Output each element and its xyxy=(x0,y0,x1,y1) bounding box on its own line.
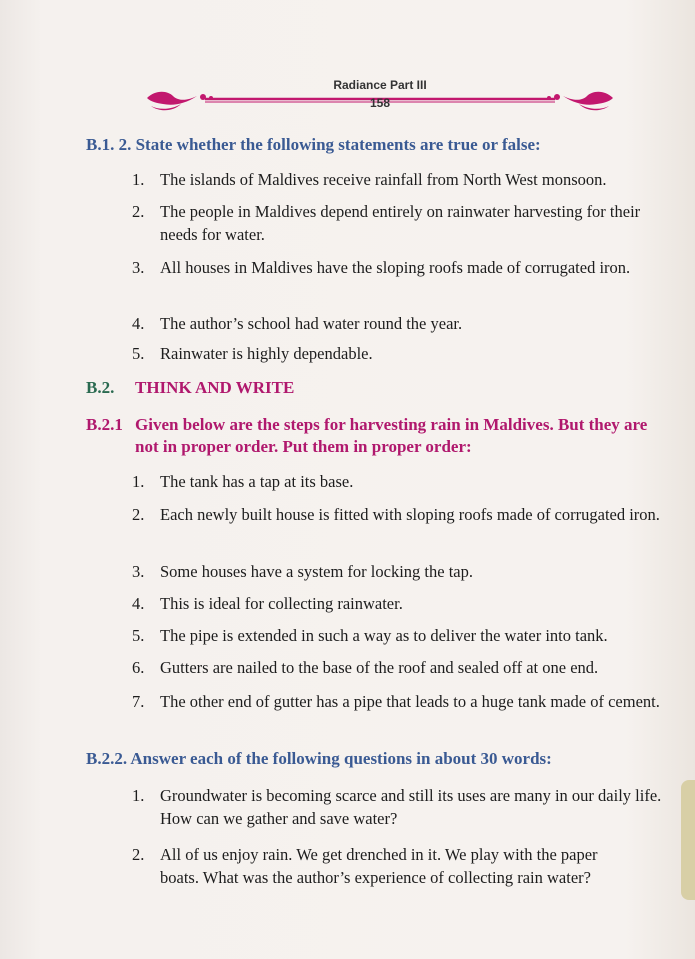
list-item: 3. Some houses have a system for locking the tap. xyxy=(132,562,473,581)
list-item: 5. The pipe is extended in such a way as to deliver the water into tank. xyxy=(132,626,608,645)
list-item: 1. The tank has a tap at its base. xyxy=(132,472,354,491)
page-header xyxy=(145,78,615,118)
section-code-b21: B.2.1 xyxy=(86,415,123,434)
list-item: 5. Rainwater is highly dependable. xyxy=(132,344,373,363)
list-item: 2. All of us enjoy rain. We get drenched in it. We play with the paper boats. What was the author’s experience of collecting rain water? xyxy=(132,845,598,887)
list-item: 1. Groundwater is becoming scarce and still its uses are many in our daily life. How can we gather and save water? xyxy=(132,786,662,828)
page-edge-tab xyxy=(681,780,695,900)
section-code-b2: B.2. xyxy=(86,378,115,397)
list-item: 7. The other end of gutter has a pipe that leads to a huge tank made of cement. xyxy=(132,692,660,711)
list-item: 4. This is ideal for collecting rainwater. xyxy=(132,594,403,613)
list-item: 3. All houses in Maldives have the sloping roofs made of corrugated iron. xyxy=(132,258,631,277)
list-item: 2. Each newly built house is fitted with sloping roofs made of corrugated iron. xyxy=(132,505,660,524)
heading-b21: Given below are the steps for harvesting rain in Maldives. But they are not in proper order. Put them in proper order: xyxy=(135,415,648,456)
heading-b2: THINK AND WRITE xyxy=(135,378,295,397)
list-item: 6. Gutters are nailed to the base of the roof and sealed off at one end. xyxy=(132,658,599,677)
page-number: 158 xyxy=(369,96,391,110)
list-item: 4. The author’s school had water round the year. xyxy=(132,314,463,333)
list-item: 1. The islands of Maldives receive rainfall from North West monsoon. xyxy=(132,170,607,189)
heading-b22: B.2.2. Answer each of the following questions in about 30 words: xyxy=(86,749,552,768)
list-item: 2. The people in Maldives depend entirely on rainwater harvesting for their needs for water. xyxy=(132,202,641,244)
heading-b12: B.1. 2. State whether the following statements are true or false: xyxy=(86,135,541,154)
book-title: Radiance Part III xyxy=(333,78,427,92)
